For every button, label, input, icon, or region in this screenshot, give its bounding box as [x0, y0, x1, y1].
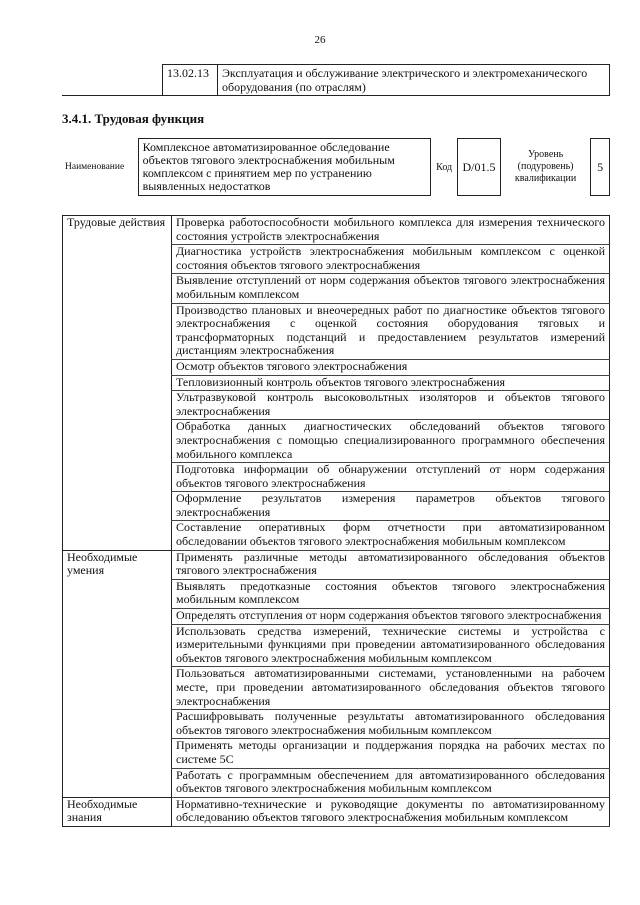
- list-item: Оформление результатов измерения параметров объектов тягового электроснабжения: [172, 492, 610, 521]
- category-label: Необходимые умения: [63, 550, 172, 797]
- list-item: Тепловизионный контроль объектов тягового электроснабжения: [172, 375, 610, 391]
- function-name: Комплексное автоматизированное обследование объектов тягового электроснабжения мобильным комплексом с принятием мер по устранению выявленных недостатков: [138, 139, 431, 196]
- list-item: Осмотр объектов тягового электроснабжения: [172, 359, 610, 375]
- table-row: [63, 797, 610, 826]
- function-header: [62, 138, 610, 196]
- list-item: Использовать средства измерений, технические системы и устройства с измерительными функциями при проведении автоматизированного обследования объектов тягового электроснабжения мобильным комплексом: [172, 624, 610, 667]
- level-label: Уровень (подуровень) квалификации: [514, 149, 577, 184]
- list-item: Диагностика устройств электроснабжения мобильным комплексом с оценкой состояния объектов тягового электроснабжения: [172, 245, 610, 274]
- list-item: Работать с программным обеспечением для автоматизированного обследования объектов тягового электроснабжения мобильным комплексом: [172, 768, 610, 797]
- category-label: Необходимые знания: [63, 797, 172, 826]
- code-label: Код: [436, 161, 453, 173]
- list-item: Подготовка информации об обнаружении отступлений от норм содержания объектов тягового электроснабжения: [172, 463, 610, 492]
- table-row: [63, 550, 610, 579]
- list-item: Производство плановых и внеочередных работ по диагностике объектов тягового электроснабжения с оценкой состояния оборудования тяговых и трансформаторных подстанций и предоставлением результатов измерений дистанциям электроснабжения: [172, 303, 610, 359]
- okz-text: Эксплуатация и обслуживание электрического и электромеханического оборудования (по отраслям): [218, 65, 610, 96]
- level-value: 5: [591, 139, 610, 196]
- list-item: Составление оперативных форм отчетности при автоматизированном обследовании объектов тягового электроснабжения мобильным комплексом: [172, 521, 610, 550]
- list-item: Пользоваться автоматизированными системами, установленными на рабочем месте, при проведении автоматизированного обследования объектов тягового электроснабжения: [172, 667, 610, 710]
- section-title: 3.4.1. Трудовая функция: [62, 111, 205, 126]
- list-item: Проверка работоспособности мобильного комплекса для измерения технического состояния устройств электроснабжения: [172, 216, 610, 245]
- competency-table: [62, 215, 610, 827]
- list-item: Ультразвуковой контроль высоковольтных изоляторов и объектов тягового электроснабжения: [172, 391, 610, 420]
- okz-code: 13.02.13: [163, 65, 218, 96]
- page-number: 26: [314, 34, 326, 46]
- list-item: Определять отступления от норм содержания объектов тягового электроснабжения: [172, 609, 610, 625]
- category-label: Трудовые действия: [63, 216, 172, 551]
- list-item: Применять различные методы автоматизированного обследования объектов тягового электроснабжения: [172, 550, 610, 579]
- list-item: Расшифровывать полученные результаты автоматизированного обследования объектов тягового электроснабжения мобильным комплексом: [172, 710, 610, 739]
- list-item: Выявление отступлений от норм содержания объектов тягового электроснабжения мобильным комплексом: [172, 274, 610, 303]
- okz-empty-cell: [62, 65, 163, 96]
- list-item: Применять методы организации и поддержания порядка на рабочих местах по системе 5С: [172, 739, 610, 768]
- list-item: Нормативно-технические и руководящие документы по автоматизированному обследованию объектов тягового электроснабжения мобильным комплексом: [172, 797, 610, 826]
- code-value: D/01.5: [458, 139, 501, 196]
- okz-table: [62, 64, 610, 96]
- list-item: Выявлять предотказные состояния объектов тягового электроснабжения мобильным комплексом: [172, 579, 610, 608]
- table-row: [63, 216, 610, 245]
- list-item: Обработка данных диагностических обследований объектов тягового электроснабжения с помощью специализированного программного обеспечения мобильного комплекса: [172, 420, 610, 463]
- name-label: Наименование: [65, 162, 125, 172]
